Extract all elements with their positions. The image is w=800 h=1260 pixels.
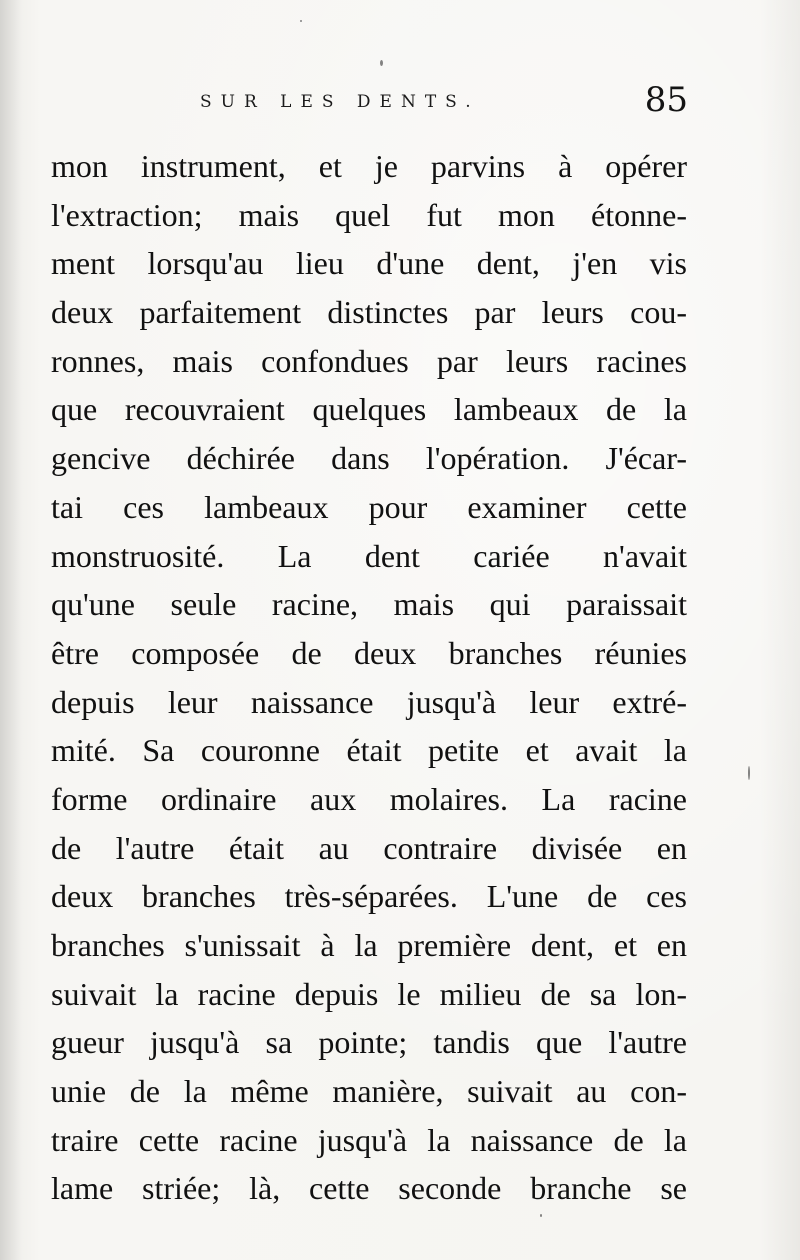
text-line: unie de la même manière, suivait au con- <box>51 1073 687 1110</box>
text-line: que recouvraient quelques lambeaux de la <box>51 391 687 428</box>
text-line: ment lorsqu'au lieu d'une dent, j'en vis <box>51 245 687 282</box>
text-line: ronnes, mais confondues par leurs racines <box>51 342 687 379</box>
text-line: suivait la racine depuis le milieu de sa lon- <box>51 975 687 1012</box>
text-line: l'extraction; mais quel fut mon étonne- <box>51 196 687 233</box>
text-line: qu'une seule racine, mais qui paraissait <box>51 586 687 623</box>
text-line: traire cette racine jusqu'à la naissance de la <box>51 1121 687 1158</box>
text-line: gueur jusqu'à sa pointe; tandis que l'autre <box>51 1024 687 1061</box>
page-number: 85 <box>644 80 688 120</box>
text-line: être composée de deux branches réunies <box>51 634 687 671</box>
page-edge-shadow <box>0 0 22 1260</box>
text-line: branches s'unissait à la première dent, et en <box>51 927 687 963</box>
ink-speck <box>300 20 302 22</box>
text-line: deux branches très-séparées. L'une de ces <box>51 878 687 915</box>
text-line: mité. Sa couronne était petite et avait la <box>51 732 687 769</box>
text-line: lame striée; là, cette seconde branche se <box>51 1170 687 1207</box>
text-line: monstruosité. La dent cariée n'avait <box>51 537 687 574</box>
text-line: tai ces lambeaux pour examiner cette <box>51 488 687 525</box>
text-line: forme ordinaire aux molaires. La racine <box>51 780 687 817</box>
page-header <box>0 80 800 130</box>
running-title: SUR LES DENTS. <box>200 92 480 112</box>
ink-speck <box>748 766 750 780</box>
text-line: gencive déchirée dans l'opération. J'écar- <box>51 440 687 477</box>
text-line: deux parfaitement distinctes par leurs cou- <box>51 294 687 331</box>
ink-speck <box>380 60 383 66</box>
text-line: mon instrument, et je parvins à opérer <box>51 148 687 184</box>
ink-speck <box>540 1214 542 1217</box>
text-line: de l'autre était au contraire divisée en <box>51 829 687 866</box>
text-line: depuis leur naissance jusqu'à leur extré- <box>51 683 687 720</box>
body-text <box>51 142 687 1213</box>
